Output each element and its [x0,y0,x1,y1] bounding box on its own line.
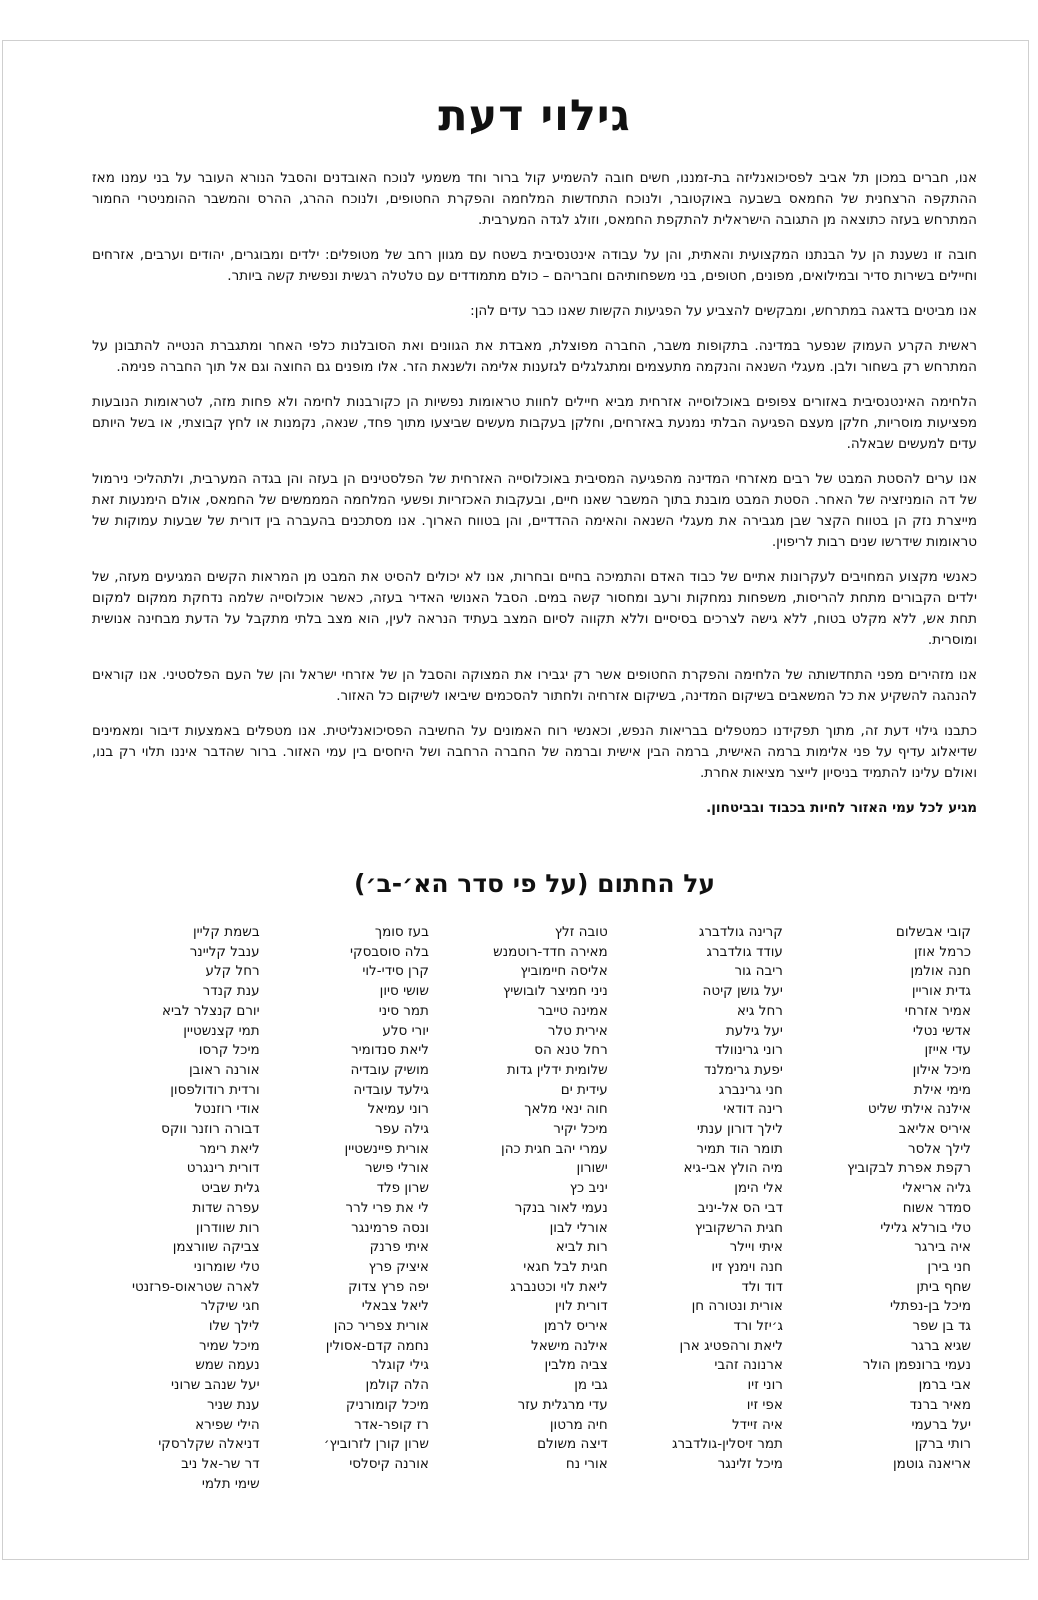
signatory-name: ליאת לוי וכטנברג [510,1278,608,1295]
signatory-name: ליאת ורהפטיג ארן [679,1337,783,1354]
signatory-name: יעל גושן קיטה [702,983,783,1000]
signatory-name: דורית לוין [554,1298,608,1315]
signatory-name: קובי אבשלום [895,924,971,940]
signatory-name: רחל גיא [736,1002,783,1019]
signatory-name: סמדר אשוח [902,1199,971,1216]
paragraph-4: ראשית הקרע העמוק שנפער במדינה. בתקופות משבר, החברה מפוצלת, מאבדת את הגוונים ואת הסובלנות כלפי האחר ומתגברת הנטייה להתבונן על המתרחש רק בשחור ולבן. מעגלי השנאה והנקמה מתעצמים ומתגלגלים לגזענות אלימה ולשנאת הזר. אלו מופנים גם החוצה וגם אל תוך החברה פנימה. [92,338,977,375]
signatory-name: אורית פיינשטיין [344,1140,429,1157]
signatory-name: אורית צפריר כהן [333,1318,429,1335]
signatory-name: לילך דורון ענתי [696,1121,783,1138]
signatory-name: לארה שטראוס-פרזנטי [132,1278,260,1295]
signatory-name: אורלי פישר [364,1160,429,1177]
signatory-name: קרן סידי-לוי [362,963,429,980]
signatory-name: חנה אולמן [910,963,971,980]
closing-statement: מגיע לכל עמי האזור לחיות בכבוד ובביטחון. [706,800,977,816]
signatory-name: גליה אריאלי [902,1180,971,1197]
paragraph-9: כתבנו גילוי דעת זה, מתוך תפקידנו כמטפלים בבריאות הנפש, וכאנשי רוח האמונים על החשיבה הפסיכואנליטית. אנו מטפלים באמצעות דיבור ומאמינים שדיאלוג עדיף על פני אלימות ברמה האישית, ברמה הבין אישית וברמה של החברה הרחבה ושל היחסים בין עמי האזור. ברור שהדבר איננו תלוי רק בנו, ואולם עלינו להתמיד בניסיון לייצר מציאות אחרת. [92,723,977,781]
signatory-name: איה זיידל [731,1416,783,1433]
signatory-name: יורי סלע [382,1022,429,1039]
signatory-name: אורלי לבון [549,1219,608,1236]
signatory-name: שלומית ידלין גדות [506,1061,608,1078]
signatory-name: לי את פרי לרר [345,1199,429,1216]
signatory-name: רחל טנא הס [534,1042,608,1059]
signatory-name: אורית ונטורה חן [691,1298,783,1315]
signatory-name: רחל קלע [205,963,260,980]
signatory-name: ליאת סנדומיר [351,1042,429,1059]
signatory-name: גד בן שפר [912,1318,971,1335]
paragraph-6: אנו ערים להסטת המבט של רבים מאזרחי המדינה מהפגיעה המסיבית באוכלוסייה האזרחית של הפלסטינים הן בעזה והן בגדה המערבית, ולתהליכי נירמול של דה הומניזציה של האחר. הסטת המבט מובנת בתוך המשבר שאנו חיים, ובעקבות האכזריות ופשעי המלחמה המממשים של החמאס, אולם הימנעות זאת מייצרת נזק הן בטווח הקצר שבן מגבירה את מעגלי השנאה והאימה ההדדיים, והן בטווח הארוך. אנו מסתכנים בהעברה בין דורית של שבעות עמוקות של טראומות שידרשו שנים רבות לריפוין. [92,471,977,550]
signatory-name: עדי אייזן [924,1042,971,1059]
signatory-name: רות שוודרון [195,1219,260,1236]
signatory-name: איריס אליאב [898,1121,971,1138]
signatory-name: רוני גרינוולד [714,1042,783,1059]
signatory-name: רינה דודאי [723,1101,783,1118]
signatory-name: רוני עמיאל [367,1101,429,1118]
signatory-name: אורנה ראובן [188,1061,260,1078]
paragraph-3: אנו מביטים בדאגה במתרחש, ומבקשים להצביע על הפגיעות הקשות שאנו כבר עדים להן: [470,303,977,319]
signatory-name: דיצה משולם [537,1436,608,1453]
signatory-name: ענבל קליינר [189,943,260,960]
signatory-name: מושיק עובדיה [350,1061,429,1078]
signatory-name: מיכל שמיר [198,1337,260,1354]
signatory-name: יעל גילעת [725,1022,783,1039]
signatory-name: הילי שפירא [195,1416,260,1433]
signatory-name: אלי הימן [734,1180,783,1197]
signatory-name: חני גרינברג [718,1081,783,1098]
signatory-name: לילך שלו [208,1318,260,1335]
signatory-name: דר שר-אל ניב [181,1455,260,1472]
signatory-name: תומר הוד תמיר [696,1140,783,1157]
signatory-name: דבי הס אל-יניב [697,1199,783,1216]
signatory-name: חגית הרשקוביץ [694,1219,783,1236]
paragraph-8: אנו מזהירים מפני התחדשותה של הלחימה והפקרת החטופים אשר רק יגבירו את המצוקה והסבל הן של אזרחי ישראל והן של העם הפלסטיני. אנו קוראים להנהגה להשקיע את כל המשאבים בשיקום המדינה, בשיקום אזרחיה ולחתור להסכמים שיביאו לשיקום כל האזור. [92,667,977,704]
signatory-name: מאירה חדד-רוטמנש [493,943,608,960]
signatory-column [324,923,429,1494]
signatory-name: שחף ביתן [916,1278,971,1295]
paragraph-1: אנו, חברים במכון תל אביב לפסיכואנליזה בת-זמננו, חשים חובה להשמיע קול ברור וחד משמעי לנוכח האובדנים והסבל הנורא העובר על בני עמנו מאז ההתקפה הרצחנית של החמאס בשבעה באוקטובר, ולנוכח התחדשות המלחמה והפקרת החטופים, ולנוכח ההרג, ההרס והמשבר ההומניטרי החמור המתרחש בעזה כתוצאה מן התגובה הישראלית להתקפת החמאס, וזולג לגדה המערבית. [92,170,977,228]
signatory-name: תמר סיני [378,1002,429,1019]
signatory-name: אדשי נטלי [912,1022,971,1039]
signatory-name: מיכל קרסו [198,1042,260,1059]
signatory-name: אירית טלר [547,1022,608,1039]
signatory-name: מימי אילת [913,1081,971,1098]
signatory-name: אורנה קיסלסי [349,1455,429,1472]
signatory-name: יעל ברעמי [911,1416,971,1433]
signatory-name: גילה עפר [375,1121,429,1138]
signatory-name: שימי תלמי [201,1475,260,1492]
signatory-name: יעל שנהב שרוני [171,1377,260,1394]
signatory-name: בלה סוסבסקי [349,943,429,960]
signatory-name: ליאל צבאלי [361,1298,429,1315]
signatory-name: מיכל זלינגר [717,1455,783,1472]
signatory-name: נעמי לאור בנקר [514,1199,608,1216]
signatory-name: ורדית רודולפסון [170,1081,260,1098]
signatory-name: אמיר אזרחי [904,1002,971,1019]
signatory-name: חגית לבל חגאי [523,1258,608,1275]
signatory-name: ליאת רימר [199,1140,260,1157]
document-title: גילוי דעת [438,91,631,141]
signatory-name: אילנה מישאל [531,1337,608,1354]
signatory-name: אורי נח [565,1455,608,1472]
signatory-name: חגי שיקלר [200,1298,260,1315]
signatory-name: נעמה שמש [195,1357,260,1374]
signatory-name: ניני חמיצר לובושיץ [502,983,608,1000]
declaration-body [92,168,977,819]
signatory-name: יניב כץ [569,1180,608,1197]
signatory-name: איריס לרמן [543,1318,608,1335]
signatories-list [92,923,977,1494]
signatory-name: רקפת אפרת לבקוביץ [847,1160,971,1177]
signatory-name: כרמל אוזן [914,943,971,960]
signatory-column [847,923,971,1494]
signatory-name: צביה מלבין [544,1357,608,1374]
signatory-name: יפה פרץ צדוק [348,1278,429,1295]
signatory-name: טובה זלץ [554,924,608,940]
signatory-name: ג׳יזל ורד [733,1318,783,1335]
signatory-name: איתי ויילר [729,1239,783,1256]
signatory-name: רז קופר-אדר [354,1416,429,1433]
signatory-name: חני בירן [927,1258,971,1275]
signatory-name: צביקה שוורצמן [172,1239,260,1256]
signatory-name: אבי ברמן [918,1377,971,1394]
signatory-name: איה בירגר [914,1239,971,1256]
paragraph-5: הלחימה האינטנסיבית באזורים צפופים באוכלוסייה אזרחית מביא חיילים לחוות טראומות נפשיות הן כקורבנות לחימה ולא פחות מזה, לטראומות הנובעות מפציעות מוסריות, חלקן מעצם הפגיעה הבלתי נמנעת באזרחים, וחלקן בעקבות מעשים שביצעו מתוך פחד, שנאה, נקמנות או לחץ קבוצתי, או בשל היותם עדים למעשים שבאלה. [92,394,977,452]
signatory-name: תמר זיסלין-גולדברג [671,1436,783,1453]
signatory-name: עפרה שדות [192,1199,260,1216]
signatory-name: לילך אלסר [908,1140,971,1157]
signatory-name: מיכל בן-נפתלי [889,1298,971,1315]
signatory-name: חנה וימנץ זיו [711,1258,783,1275]
signatory-name: הלה קולמן [365,1377,429,1394]
signatory-name: ישורון [576,1160,608,1177]
signatory-name: ענת שניר [207,1396,260,1413]
signatory-name: שושי סיון [379,983,429,1000]
signatory-name: חיה מרטון [549,1416,608,1433]
signatory-name: אודי רוזנטל [194,1101,260,1118]
signatory-name: נחמה קדם-אסולין [325,1337,429,1354]
signatory-name: רוני זיו [747,1377,783,1394]
signatory-name: ארנונה זהבי [714,1357,783,1374]
signatory-name: אילנה אילתי שליט [867,1101,971,1118]
signatory-name: יורם קנצלר לביא [161,1002,260,1019]
signatory-name: אליסה חיימוביץ [520,963,608,980]
signatory-name: שגיא ברגר [910,1337,971,1354]
signatory-name: גלית שביט [201,1180,260,1197]
signatory-name: ענת קנדר [202,983,260,1000]
signatory-column [672,923,783,1494]
signatory-name: מיכל קומורניק [345,1396,429,1413]
paragraph-2: חובה זו נשענת הן על הבנתנו המקצועית והאתית, והן על עבודה אינטנסיבית בשטח עם מגוון רחב של מטופלים: ילדים ומבוגרים, יהודים וערבים, אזרחים וחיילים בשירות סדיר ובמילואים, מפונים, חטופים, בני משפחותיהם וחבריהם – כולם מתמודדים עם טלטלה רגשית ונפשית קשה ביותר. [92,247,977,284]
signatory-column [493,923,608,1494]
signatory-name: איציק פרץ [368,1258,429,1275]
signatory-name: גילעד עובדיה [353,1081,429,1098]
signatory-name: מיכל אילון [912,1061,971,1078]
signatory-name: שרון קורן לזרוביץ׳ [323,1436,429,1453]
signatory-name: טלי בורלא גלילי [880,1219,971,1236]
signatory-name: בעז סומך [374,924,429,940]
signatories-heading: על החתום (על פי סדר הא׳-ב׳) [353,869,716,898]
signatory-name: קרינה גולדברג [698,924,783,940]
signatory-column [132,923,260,1494]
signatory-name: איתי פרנק [369,1239,429,1256]
signatory-name: גילי קוגלר [371,1357,429,1374]
signatory-name: עמרי יהב חגית כהן [501,1140,608,1157]
signatory-name: מיה הולץ אבי-גיא [683,1160,783,1177]
signatory-name: מאיר ברנד [909,1396,971,1413]
signatory-name: רותי ברקן [914,1436,971,1453]
signatory-name: יפעת גרימלנד [704,1061,783,1078]
signatory-name: גדית אוריין [911,983,971,1000]
signatory-name: עדי מרגלית עזר [517,1396,608,1413]
signatory-name: תמי קצנשטיין [183,1022,260,1039]
paragraph-7: כאנשי מקצוע המחויבים לעקרונות אתיים של כבוד האדם והתמיכה בחיים ובחרות, אנו לא יכולים להסיט את המבט מן המראות הקשים המגיעים מעזה, של ילדים הקבורים מתחת להריסות, משפחות נמחקות ורעב ומחסור קשה במים. הסבל האנושי האדיר בעזה, כאשר אוכלוסייה שלמה נדחקת ממקום למקום תחת אש, ללא מקלט בטוח, ללא גישה לצרכים בסיסיים וללא תקווה לסיום המצב בעתיד הנראה לעין, הוא מצב בלתי מתקבל על הדעת מבחינה אנושית ומוסרית. [92,569,977,648]
signatory-name: עודד גולדברג [706,943,783,960]
signatory-name: אפי זיו [746,1396,783,1413]
signatory-name: אמינה טייבר [537,1002,608,1019]
signatory-name: אריאנה גוטמן [892,1455,971,1472]
signatory-name: בשמת קליין [192,924,260,940]
signatory-name: דבורה רוזנר ווקס [161,1121,260,1138]
signatory-name: דניאלה שקלרסקי [158,1436,260,1453]
signatory-name: מיכל יקיר [553,1121,608,1138]
signatory-name: ונסה פרמינגר [351,1219,429,1236]
signatory-name: גבי מן [574,1377,608,1394]
signatory-name: טלי שומרוני [193,1258,260,1275]
signatory-name: שרון פלד [376,1180,429,1197]
signatory-name: דורית רינגרט [186,1160,260,1177]
declaration-page [92,86,977,1494]
signatory-name: חוה ינאי מלאך [524,1101,608,1118]
signatory-name: עידית ים [560,1081,608,1098]
signatory-name: רות לביא [555,1239,608,1256]
signatory-name: ריבה גור [734,963,783,980]
signatory-name: דוד ולד [741,1278,783,1295]
signatory-name: נעמי ברונפמן הולר [862,1357,971,1374]
